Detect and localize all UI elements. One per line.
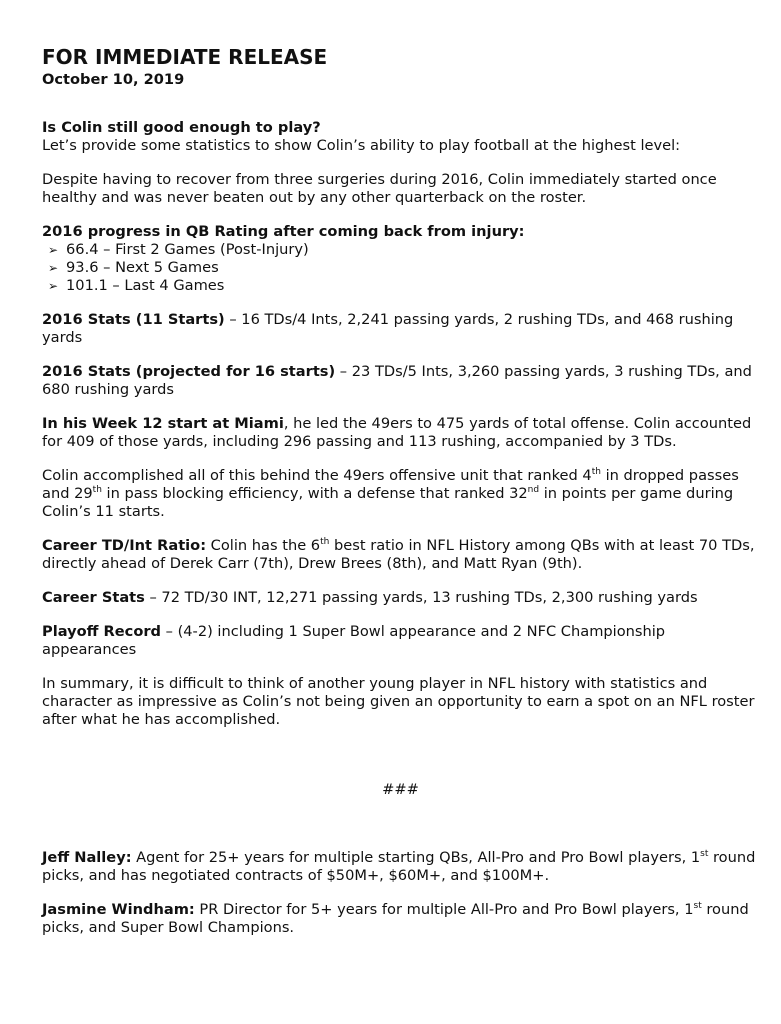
release-date: October 10, 2019 bbox=[42, 71, 185, 88]
contact-jasmine-windham: Jasmine Windham: PR Director for 5+ years for multiple All-Pro and Pro Bowl players, 1st round picks, and Super Bowl Champions. bbox=[42, 901, 749, 936]
stats-projected-text: – 23 TDs/5 Ints, 3,260 passing yards, 3 rushing TDs, and 680 rushing yards bbox=[42, 363, 752, 398]
list-item: ➢ 93.6 – Next 5 Games bbox=[48, 259, 219, 276]
summary-paragraph: In summary, it is difficult to think of another young player in NFL history with statistics and character as impressive as Colin’s not being given an opportunity to earn a spot on an NFL roster after what he has accomplished. bbox=[42, 675, 755, 728]
intro-question: Is Colin still good enough to play? bbox=[42, 119, 321, 136]
career-stats-label: Career Stats bbox=[42, 589, 145, 606]
playoff-label: Playoff Record bbox=[42, 623, 161, 640]
qb-rating-section bbox=[42, 223, 759, 295]
stats-2016-label: 2016 Stats (11 Starts) bbox=[42, 311, 225, 328]
week12-text: , he led the 49ers to 475 yards of total offense. Colin accounted for 409 of those yards, including 296 passing and 113 rushing, accompanied by 3 TDs. bbox=[42, 415, 752, 450]
arrow-bullet-icon: ➢ bbox=[48, 261, 59, 275]
week12-paragraph bbox=[42, 415, 759, 451]
stats-2016-text: – 16 TDs/4 Ints, 2,241 passing yards, 2 rushing TDs, and 468 rushing yards bbox=[42, 311, 734, 346]
stats-projected-paragraph bbox=[42, 363, 759, 399]
week12-label: In his Week 12 start at Miami bbox=[42, 415, 284, 432]
career-stats-paragraph: Career Stats – 72 TD/30 INT, 12,271 passing yards, 13 rushing TDs, 2,300 rushing yards bbox=[42, 589, 698, 606]
qb-rating-heading: 2016 progress in QB Rating after coming back from injury: bbox=[42, 223, 525, 240]
arrow-bullet-icon: ➢ bbox=[48, 279, 59, 293]
intro-lead: Let’s provide some statistics to show Colin’s ability to play football at the highest level: bbox=[42, 137, 681, 154]
contact-name: Jasmine Windham: bbox=[42, 901, 195, 918]
section-separator: ### bbox=[382, 781, 419, 798]
arrow-bullet-icon: ➢ bbox=[48, 243, 59, 257]
offense-unit-paragraph: Colin accomplished all of this behind the 49ers offensive unit that ranked 4th in dropped passes and 29th in pass blocking efficiency, with a defense that ranked 32nd in points per game during Colin’s 11 starts. bbox=[42, 467, 739, 520]
career-ratio-label: Career TD/Int Ratio: bbox=[42, 537, 207, 554]
career-ratio-paragraph: Career TD/Int Ratio: Colin has the 6th best ratio in NFL History among QBs with at least 70 TDs, directly ahead of Derek Carr (7th), Drew Brees (8th), and Matt Ryan (9th). bbox=[42, 537, 755, 572]
intro-block bbox=[42, 119, 759, 155]
contact-name: Jeff Nalley: bbox=[42, 849, 132, 866]
release-title: FOR IMMEDIATE RELEASE bbox=[42, 45, 328, 69]
surgeries-paragraph: Despite having to recover from three surgeries during 2016, Colin immediately started once healthy and was never beaten out by any other quarterback on the roster. bbox=[42, 171, 717, 206]
playoff-paragraph: Playoff Record – (4-2) including 1 Super Bowl appearance and 2 NFC Championship appearances bbox=[42, 623, 666, 658]
list-item: ➢ 66.4 – First 2 Games (Post-Injury) bbox=[48, 241, 309, 258]
stats-2016-paragraph bbox=[42, 311, 759, 347]
list-item: ➢ 101.1 – Last 4 Games bbox=[48, 277, 225, 294]
stats-projected-label: 2016 Stats (projected for 16 starts) bbox=[42, 363, 336, 380]
contact-jeff-nalley: Jeff Nalley: Agent for 25+ years for multiple starting QBs, All-Pro and Pro Bowl players, 1st round picks, and has negotiated contracts of $50M+, $60M+, and $100M+. bbox=[42, 849, 756, 884]
qb-rating-list bbox=[42, 241, 759, 295]
